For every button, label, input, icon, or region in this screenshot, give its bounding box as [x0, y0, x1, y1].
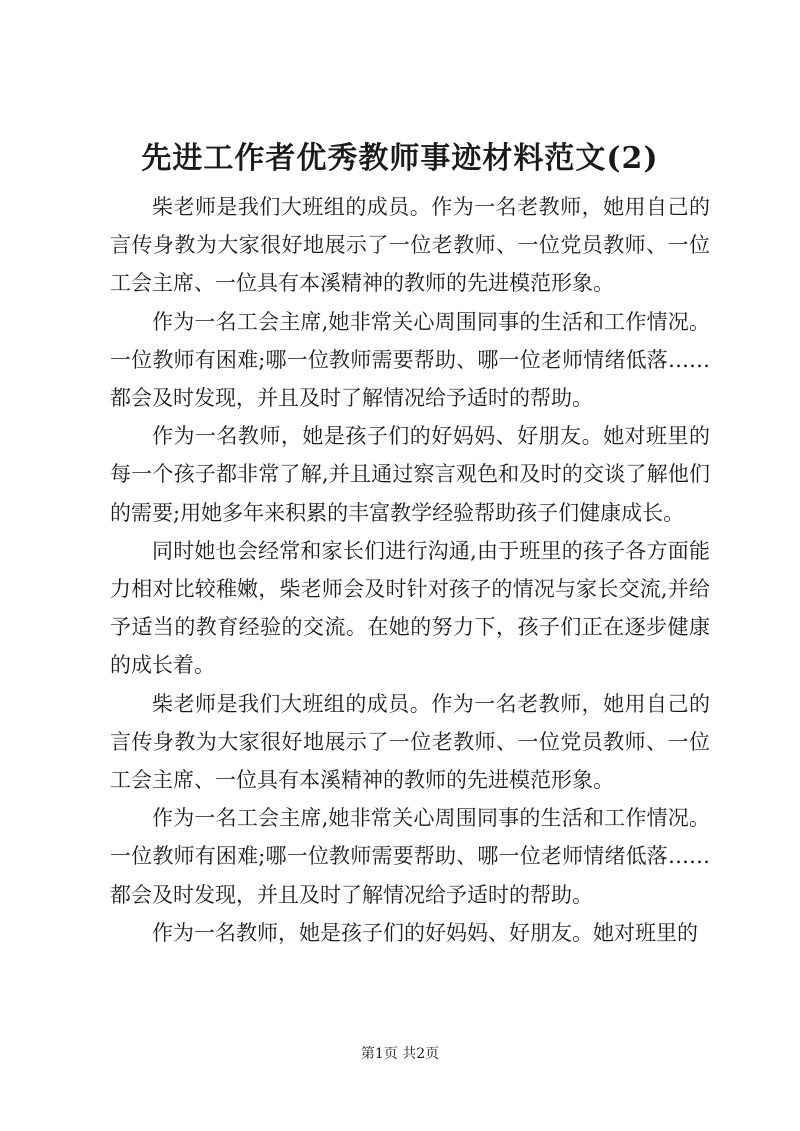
paragraph-7: 作为一名教师，她是孩子们的好妈妈、好朋友。她对班里的 [152, 920, 698, 945]
paragraph-3: 作为一名教师，她是孩子们的好妈妈、好朋友。她对班里的每一个孩子都非常了解,并且通过察言观色和及时的交谈了解他们的需要;用她多年来积累的丰富教学经验帮助孩子们健康成长。 [110, 424, 710, 525]
page-number-footer: 第1页 共2页 [360, 1046, 440, 1062]
paragraph-2: 作为一名工会主席,她非常关心周围同事的生活和工作情况。一位教师有困难;哪一位教师需要帮助、哪一位老师情绪低落……都会及时发现，并且及时了解情况给予适时的帮助。 [110, 309, 710, 411]
paragraph-1: 柴老师是我们大班组的成员。作为一名老教师，她用自己的言传身教为大家很好地展示了一位老教师、一位党员教师、一位工会主席、一位具有本溪精神的教师的先进模范形象。 [110, 195, 710, 296]
document-body [110, 188, 710, 952]
paragraph-4: 同时她也会经常和家长们进行沟通,由于班里的孩子各方面能力相对比较稚嫩，柴老师会及时针对孩子的情况与家长交流,并给予适当的教育经验的交流。在她的努力下，孩子们正在逐步健康的成长着。 [110, 538, 710, 678]
paragraph-5: 柴老师是我们大班组的成员。作为一名老教师，她用自己的言传身教为大家很好地展示了一位老教师、一位党员教师、一位工会主席、一位具有本溪精神的教师的先进模范形象。 [110, 691, 710, 793]
document-title: 先进工作者优秀教师事迹材料范文(2) [141, 141, 659, 176]
paragraph-6: 作为一名工会主席,她非常关心周围同事的生活和工作情况。一位教师有困难;哪一位教师需要帮助、哪一位老师情绪低落……都会及时发现，并且及时了解情况给予适时的帮助。 [110, 806, 710, 907]
